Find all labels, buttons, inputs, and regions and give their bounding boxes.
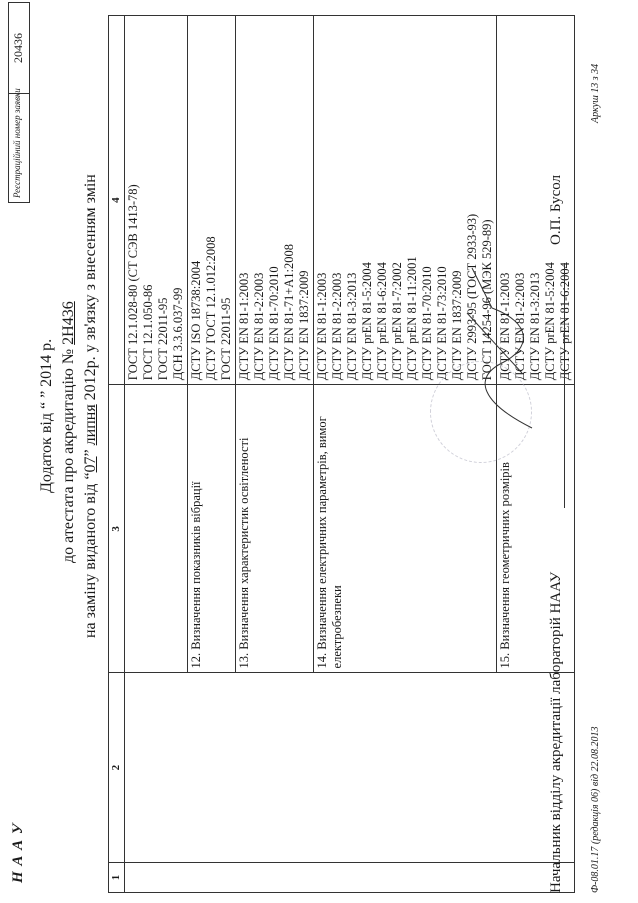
registration-label: Реєстраційний номер заявки [9, 93, 29, 202]
replacement-line: на заміну виданого від “07” липня 2012р. у зв'язку з внесенням змін [82, 174, 99, 638]
signature-line [564, 263, 565, 508]
signatory-position: Начальник відділу акредитації лабораторій НААУ [548, 571, 564, 893]
certificate-number: 2Н436 [60, 301, 77, 345]
parameter-cell: 15. Визначення геометричних розмірів [497, 385, 575, 673]
standards-cell: ДСТУ EN 81-1:2003 ДСТУ EN 81-2:2003 ДСТУ EN 81-3:2013 ДСТУ prEN 81-5:2004 ДСТУ prEN 81-6:2004 ДСТУ prEN 81-7:2002 ДСТУ prEN 81-11:2001 ДСТУ EN 81-70:2010 ДСТУ EN 81-73:2010 ДСТУ EN 1837:2009 ДСТУ 2993-95 (ГОСТ 2933-93) ГОСТ 14254-96 (МЭК 529-89) [314, 16, 497, 385]
registration-box [8, 2, 30, 203]
col-header-4: 4 [109, 16, 125, 385]
sheet-number: Аркуш 13 з 34 [590, 63, 601, 123]
standards-cell: ДСТУ EN 81-1:2003 ДСТУ EN 81-2:2003 ДСТУ EN 81-70:2010 ДСТУ EN 81-71+A1:2008 ДСТУ EN 1837:2009 [236, 16, 314, 385]
standards-cell: ГОСТ 12.1.028-80 (СТ СЭВ 1413-78) ГОСТ 12.1.050-86 ГОСТ 22011-95 ДСН 3.3.6.037-99 [125, 16, 188, 385]
col-header-2: 2 [109, 673, 125, 862]
signature-icon [462, 263, 542, 433]
standards-cell: ДСТУ ISO 18738:2004 ДСТУ ГОСТ 12.1.012:2008 ГОСТ 22011-95 [188, 16, 236, 385]
registration-number: 20436 [11, 33, 25, 63]
col2-cell [125, 673, 575, 862]
parameter-cell [125, 385, 188, 673]
col-header-1: 1 [109, 862, 125, 892]
col-header-3: 3 [109, 385, 125, 673]
appendix-date-line: Додаток від “ ” 2014 р. [38, 338, 55, 493]
organization-name: Н А А У [10, 822, 26, 883]
form-identifier: Ф-08.01.17 (редакція 06) від 22.08.2013 [590, 726, 601, 893]
signatory-name: О.П. Бусол [548, 174, 564, 245]
standards-cell: ДСТУ EN 81-1:2003 ДСТУ EN 81-2:2003 ДСТУ EN 81-3:2013 ДСТУ prEN 81-5:2004 ДСТУ prEN 81-6:2004 [497, 16, 575, 385]
parameter-cell: 14. Визначення електричних параметрів, вимог електробезпеки [314, 385, 497, 673]
table-row [125, 16, 188, 893]
col1-cell [125, 862, 575, 892]
parameter-cell: 12. Визначення показників вібрації [188, 385, 236, 673]
certificate-line: до атестата про акредитацію № 2Н436 [60, 301, 77, 563]
parameter-cell: 13. Визначення характеристик освітленості [236, 385, 314, 673]
table-header-row [109, 16, 125, 893]
